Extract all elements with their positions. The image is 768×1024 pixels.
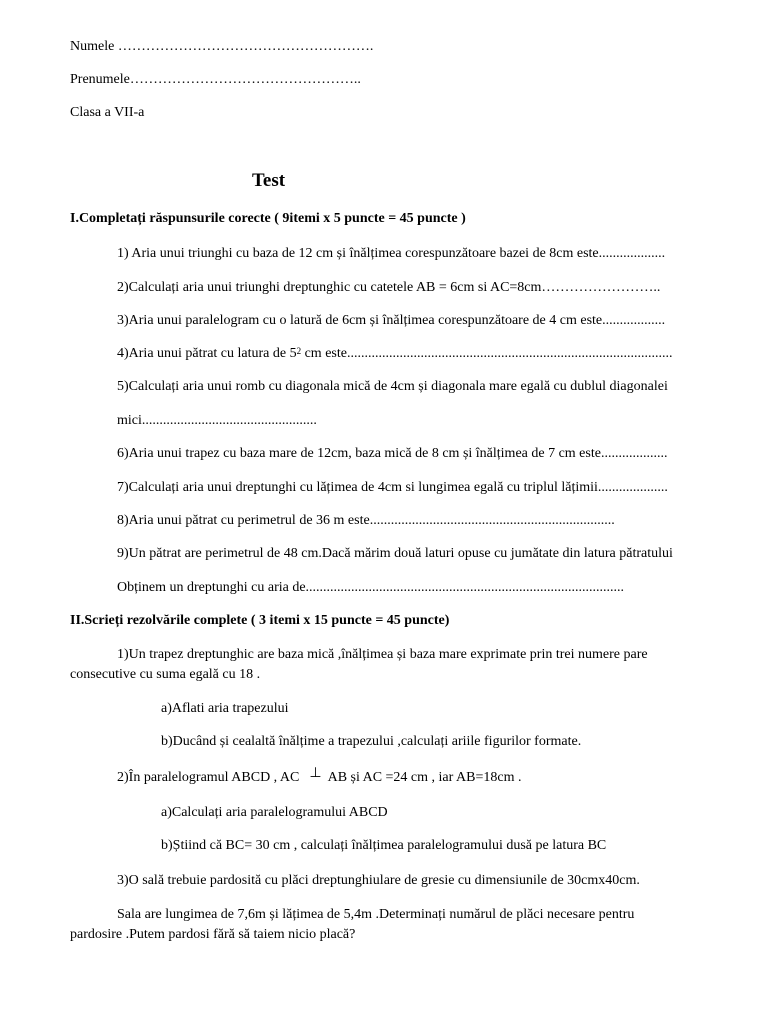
- problem-2-1-b: b)Ducând și cealaltă înălțime a trapezului ,calculați ariile figurilor formate.: [161, 734, 582, 749]
- question-1-2: 2)Calculați aria unui triunghi dreptunghic cu catetele AB = 6cm si AC=8cm……………………..: [117, 280, 661, 295]
- section-2-heading: II.Scrieți rezolvările complete ( 3 itemi x 15 puncte = 45 puncte): [70, 613, 450, 628]
- class-label: Clasa a VII-a: [70, 105, 145, 120]
- question-1-8: 8)Aria unui pătrat cu perimetrul de 36 m este......................................................................: [117, 513, 615, 528]
- problem-2-2-b: b)Știind că BC= 30 cm , calculați înălțimea paralelogramului dusă pe latura BC: [161, 838, 607, 853]
- section-1-heading: I.Completați răspunsurile corecte ( 9itemi x 5 puncte = 45 puncte ): [70, 211, 466, 226]
- problem-2-1: 1)Un trapez dreptunghic are baza mică ,înălțimea și baza mare exprimate prin trei numere pare: [117, 647, 648, 662]
- question-1-9-continued: Obținem un dreptunghi cu aria de...........................................................................................: [117, 580, 625, 595]
- question-1-9: 9)Un pătrat are perimetrul de 48 cm.Dacă mărim două laturi opuse cu jumătate din latura pătratului: [117, 546, 673, 561]
- perpendicular-symbol: ⊥: [309, 766, 322, 781]
- problem-2-3-continued: Sala are lungimea de 7,6m și lățimea de 5,4m .Determinați numărul de plăci necesare pentru: [117, 907, 635, 922]
- question-1-7: 7)Calculați aria unui dreptunghi cu lățimea de 4cm si lungimea egală cu triplul lățimii....................: [117, 480, 668, 495]
- name-field-line: Numele ……………………………………………….: [70, 39, 374, 54]
- exponent: 2: [296, 346, 302, 356]
- question-1-1: 1) Aria unui triunghi cu baza de 12 cm și înălțimea corespunzătoare bazei de 8cm este...................: [117, 246, 666, 261]
- question-1-6: 6)Aria unui trapez cu baza mare de 12cm, baza mică de 8 cm și înălțimea de 7 cm este...................: [117, 446, 668, 461]
- problem-2-3: 3)O sală trebuie pardosită cu plăci dreptunghiulare de gresie cu dimensiunile de 30cmx40cm.: [117, 873, 640, 888]
- question-1-5-continued: mici..................................................: [117, 413, 317, 428]
- problem-2-2-text-end: AB și AC =24 cm , iar AB=18cm .: [327, 770, 522, 785]
- question-1-4: [117, 345, 672, 363]
- question-1-5: 5)Calculați aria unui romb cu diagonala mică de 4cm și diagonala mare egală cu dublul diagonalei: [117, 379, 668, 394]
- problem-2-3-end: pardosire .Putem pardosi fără să taiem nicio placă?: [70, 927, 356, 942]
- problem-2-1-a: a)Aflati aria trapezului: [161, 701, 289, 716]
- page-title: Test: [252, 170, 286, 191]
- problem-2-2: [117, 766, 522, 787]
- question-1-3: 3)Aria unui paralelogram cu o latură de 6cm și înălțimea corespunzătoare de 4 cm este..................: [117, 313, 666, 328]
- problem-2-2-text: 2)În paralelogramul ABCD , AC: [117, 770, 300, 785]
- question-1-4-text: 4)Aria unui pătrat cu latura de 5: [117, 346, 297, 361]
- problem-2-1-continued: consecutive cu suma egală cu 18 .: [70, 667, 261, 682]
- problem-2-2-a: a)Calculați aria paralelogramului ABCD: [161, 805, 388, 820]
- question-1-4-dots: cm este.............................................................................................: [301, 346, 673, 361]
- surname-field-line: Prenumele…………………………………………..: [70, 72, 361, 87]
